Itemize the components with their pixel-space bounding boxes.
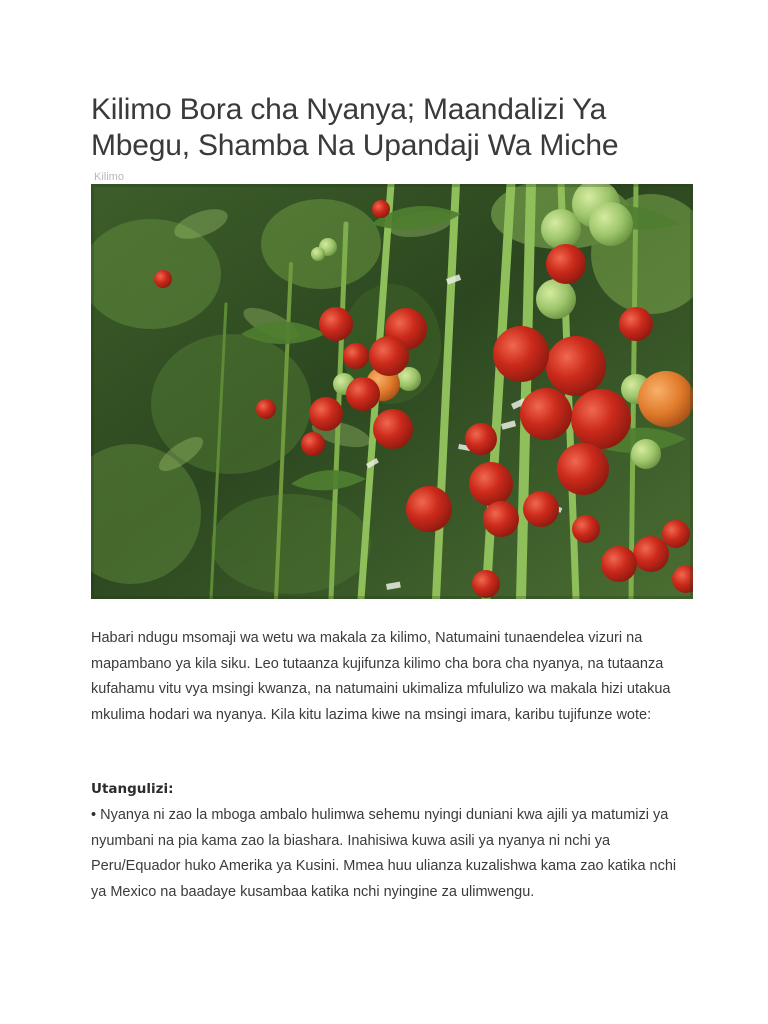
hero-image (91, 184, 693, 599)
bullet-marker: • (91, 807, 97, 823)
bullet-paragraph (91, 803, 691, 905)
section-heading: Utangulizi: (91, 781, 174, 797)
tomato-plants-illustration (91, 184, 693, 599)
article-title: Kilimo Bora cha Nyanya; Maandalizi Ya Mbegu, Shamba Na Upandaji Wa Miche (91, 93, 619, 162)
intro-paragraph: Habari ndugu msomaji wa wetu wa makala za kilimo, Natumaini tunaendelea vizuri na mapambano ya kila siku. Leo tutaanza kujifunza kilimo cha bora cha nyanya, na tutaanza kufahamu vitu vya msingi kwanza, na natumaini ukimaliza mfululizo wa makala hizi utakua mkulima hodari wa nyanya. Kila kitu lazima kiwe na msingi imara, karibu tujifunze wote: (91, 630, 671, 723)
category-label[interactable]: Kilimo (94, 171, 124, 183)
bullet-paragraph-text: Nyanya ni zao la mboga ambalo hulimwa sehemu nyingi duniani kwa ajili ya matumizi ya nyumbani na pia kama zao la biashara. Inahisiwa kuwa asili ya nyanya ni nchi ya Peru/Equador huko Amerika ya Kusini. Mmea huu ulianza kuzalishwa kama zao katika nchi ya Mexico na baadaye kusambaa katika nchi nyingine za ulimwengu. (91, 807, 677, 900)
